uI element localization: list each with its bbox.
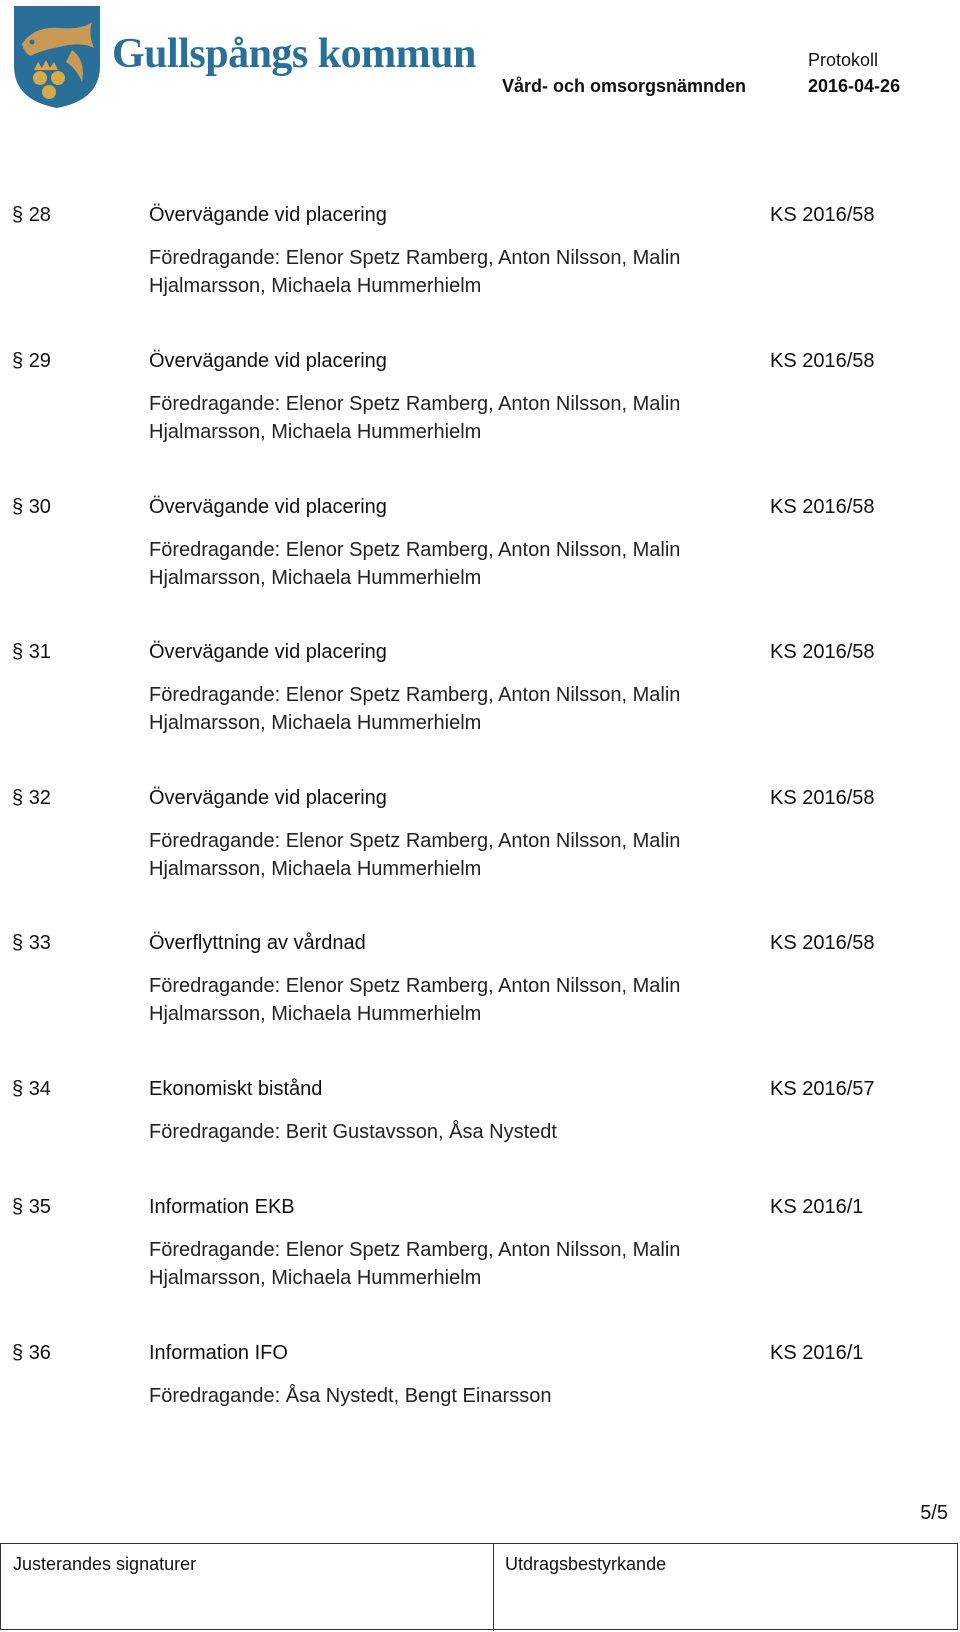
agenda-item [0, 641, 960, 751]
page-number: 5/5 [920, 1502, 948, 1524]
case-reference: KS 2016/58 [770, 204, 875, 226]
case-reference: KS 2016/58 [770, 641, 875, 663]
case-reference: KS 2016/58 [770, 350, 875, 372]
item-title: Övervägande vid placering [149, 496, 387, 518]
item-presenters: Föredragande: Berit Gustavsson, Åsa Nystedt [149, 1121, 557, 1143]
item-presenters: Föredragande: Elenor Spetz Ramberg, Anton Nilsson, Malin Hjalmarsson, Michaela Hummerhielm [149, 684, 681, 734]
agenda-item [0, 496, 960, 606]
section-number: § 30 [12, 496, 51, 518]
item-title: Övervägande vid placering [149, 641, 387, 663]
section-number: § 32 [12, 787, 51, 809]
item-title: Ekonomiskt bistånd [149, 1078, 323, 1100]
page-header [0, 0, 960, 120]
item-presenters: Föredragande: Elenor Spetz Ramberg, Anton Nilsson, Malin Hjalmarsson, Michaela Hummerhielm [149, 393, 681, 443]
item-presenters: Föredragande: Elenor Spetz Ramberg, Anton Nilsson, Malin Hjalmarsson, Michaela Hummerhielm [149, 1239, 681, 1289]
case-reference: KS 2016/58 [770, 496, 875, 518]
item-presenters: Föredragande: Åsa Nystedt, Bengt Einarsson [149, 1385, 552, 1407]
item-title: Information IFO [149, 1342, 288, 1364]
agenda-item [0, 1078, 960, 1188]
committee-name: Vård- och omsorgsnämnden [502, 76, 747, 96]
agenda-item [0, 204, 960, 314]
municipality-coat-of-arms-icon [12, 4, 102, 110]
item-title: Överflyttning av vårdnad [149, 932, 366, 954]
municipality-name: Gullspångs kommun [112, 31, 476, 77]
case-reference: KS 2016/1 [770, 1342, 864, 1364]
item-presenters: Föredragande: Elenor Spetz Ramberg, Anton Nilsson, Malin Hjalmarsson, Michaela Hummerhielm [149, 539, 681, 589]
section-number: § 35 [12, 1196, 51, 1218]
agenda-item [0, 1342, 960, 1452]
agenda-item [0, 350, 960, 460]
case-reference: KS 2016/58 [770, 787, 875, 809]
signature-box [0, 1543, 958, 1630]
extract-certification-label: Utdragsbestyrkande [505, 1554, 667, 1574]
item-title: Information EKB [149, 1196, 295, 1218]
agenda-item [0, 1196, 960, 1306]
item-title: Övervägande vid placering [149, 350, 387, 372]
document-meta [808, 50, 900, 97]
agenda-item [0, 787, 960, 897]
section-number: § 29 [12, 350, 51, 372]
adjuster-signatures-label: Justerandes signaturer [13, 1554, 197, 1574]
item-presenters: Föredragande: Elenor Spetz Ramberg, Anton Nilsson, Malin Hjalmarsson, Michaela Hummerhielm [149, 975, 681, 1025]
case-reference: KS 2016/1 [770, 1196, 864, 1218]
item-presenters: Föredragande: Elenor Spetz Ramberg, Anton Nilsson, Malin Hjalmarsson, Michaela Hummerhielm [149, 830, 681, 880]
section-number: § 33 [12, 932, 51, 954]
section-number: § 34 [12, 1078, 51, 1100]
agenda-item [0, 932, 960, 1042]
section-number: § 31 [12, 641, 51, 663]
case-reference: KS 2016/58 [770, 932, 875, 954]
signature-divider [493, 1544, 494, 1631]
section-number: § 36 [12, 1342, 51, 1364]
section-number: § 28 [12, 204, 51, 226]
case-reference: KS 2016/57 [770, 1078, 875, 1100]
item-title: Övervägande vid placering [149, 787, 387, 809]
item-presenters: Föredragande: Elenor Spetz Ramberg, Anton Nilsson, Malin Hjalmarsson, Michaela Hummerhielm [149, 247, 681, 297]
document-type: Protokoll [808, 50, 879, 70]
document-date: 2016-04-26 [808, 76, 901, 96]
item-title: Övervägande vid placering [149, 204, 387, 226]
